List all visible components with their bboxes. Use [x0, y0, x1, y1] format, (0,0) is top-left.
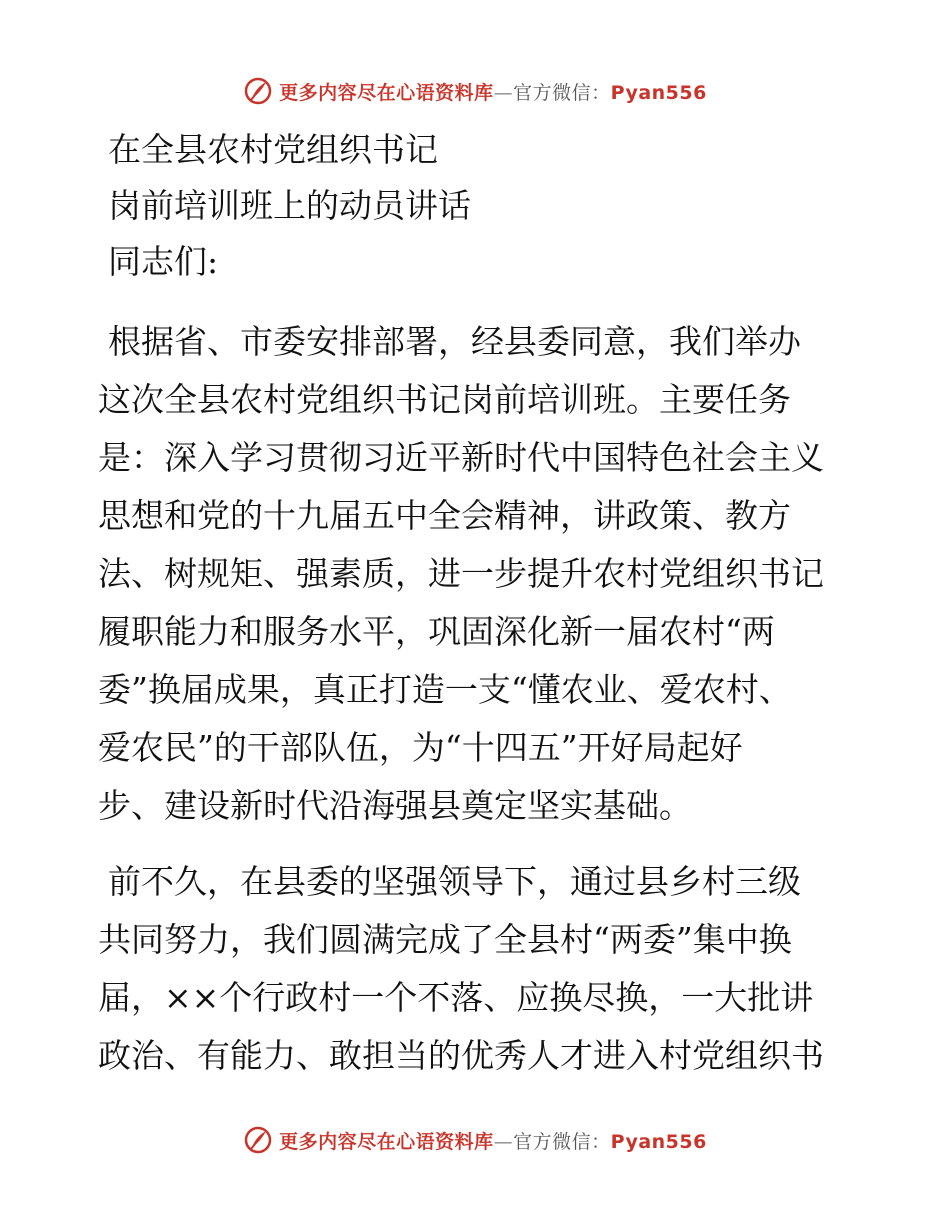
paragraph-2	[98, 853, 858, 1085]
watermark-text	[279, 78, 707, 105]
watermark-text	[279, 1127, 707, 1154]
quill-logo-icon	[243, 76, 273, 106]
paragraph-line: 是：深入学习贯彻习近平新时代中国特色社会主义	[98, 438, 824, 477]
document-body	[98, 122, 858, 1085]
paragraph-line: 履职能力和服务水平，巩固深化新一届农村“两	[98, 612, 775, 651]
paragraph-line: 思想和党的十九届五中全会精神，讲政策、教方	[98, 496, 791, 535]
watermark-dash: —	[493, 1130, 514, 1153]
watermark-dash: —	[493, 81, 514, 104]
paragraph-line: 步、建设新时代沿海强县奠定坚实基础。	[98, 786, 692, 825]
paragraph-line: 爱农民”的干部队伍，为“十四五”开好局起好	[98, 728, 743, 767]
watermark-banner-bottom	[0, 1120, 950, 1160]
paragraph-line: 这次全县农村党组织书记岗前培训班。主要任务	[98, 380, 791, 419]
paragraph-line: 共同努力，我们圆满完成了全县村“两委”集中换	[98, 920, 792, 959]
paragraph-1	[98, 313, 858, 835]
watermark-banner-top	[0, 71, 950, 111]
watermark-main: 更多内容尽在心语资料库	[279, 81, 494, 104]
paragraph-line: 根据省、市委安排部署，经县委同意，我们举办	[108, 322, 801, 361]
watermark-label: 官方微信：	[513, 81, 611, 104]
paragraph-line: 前不久，在县委的坚强领导下，通过县乡村三级	[108, 862, 801, 901]
paragraph-line: 法、树规矩、强素质，进一步提升农村党组织书记	[98, 554, 824, 593]
paragraph-line: 委”换届成果，真正打造一支“懂农业、爱农村、	[98, 670, 792, 709]
watermark-main: 更多内容尽在心语资料库	[279, 1130, 494, 1153]
watermark-account: Pyan556	[610, 1130, 707, 1153]
title-line-1: 在全县农村党组织书记	[108, 130, 438, 169]
paragraph-line: 政治、有能力、敢担当的优秀人才进入村党组织书	[98, 1036, 824, 1075]
salutation: 同志们:	[108, 242, 219, 281]
paragraph-line: 届，××个行政村一个不落、应换尽换，一大批讲	[98, 978, 814, 1017]
quill-logo-icon	[243, 1125, 273, 1155]
watermark-label: 官方微信：	[513, 1130, 611, 1153]
watermark-account: Pyan556	[610, 81, 707, 104]
title-line-2: 岗前培训班上的动员讲话	[108, 186, 471, 225]
